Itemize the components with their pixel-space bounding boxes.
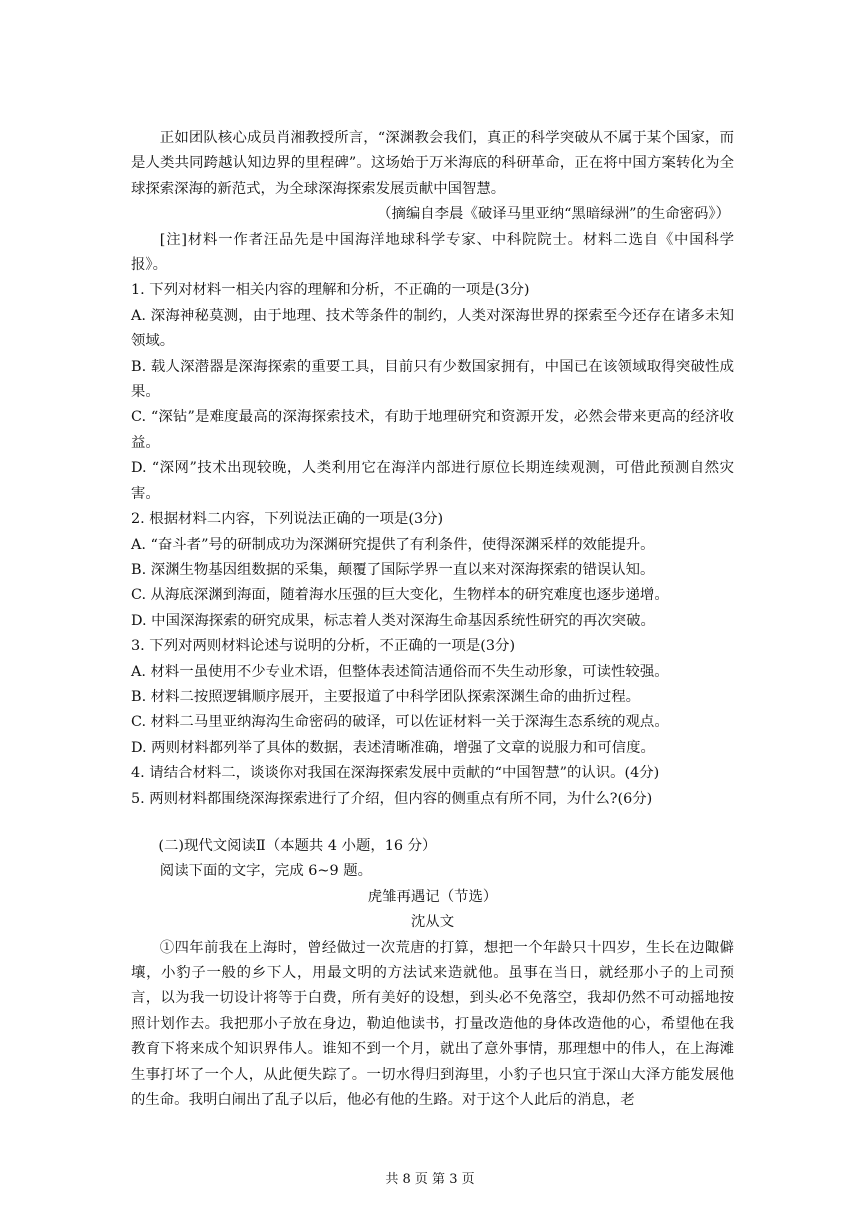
question-stem: 3. 下列对两则材料论述与说明的分析，不正确的一项是(3分) [131,638,516,655]
option-b: B. 深渊生物基因组数据的采集，颠覆了国际学界一直以来对深海探索的错误认知。 [131,561,655,578]
page-footer: 共 8 页 第 3 页 [385,1172,475,1187]
question-stem: 1. 下列对材料一相关内容的理解和分析，不正确的一项是(3分) [131,282,530,299]
story-title: 虎雏再遇记（节选） [367,888,498,905]
story-author: 沈从文 [410,914,455,931]
question-4 [131,761,734,786]
question-stem: 5. 两则材料都围绕深海探索进行了介绍，但内容的侧重点有所不同，为什么?(6分) [131,790,653,807]
option-c: C. 从海底深渊到海面，随着海水压强的巨大变化，生物样本的研究难度也逐步递增。 [131,587,669,604]
question-2 [131,507,734,634]
page-content [131,126,734,1113]
source-citation: （摘编自李晨《破译马里亚纳“黑暗绿洲”的生命密码》） [377,206,730,223]
story-paragraph-1: ①四年前我在上海时，曾经做过一次荒唐的打算，想把一个年龄只十四岁，生长在边陬僻壤，小豹子一般的乡下人，用最文明的方法试来造就他。虽事在当日，就经那小子的上司预言，以为我一切设计将等于白费，所有美好的设想，到头必不免落空，我却仍然不可动摇地按照计划作去。我把那小子放在身边，勒迫他读书，打量改造他的身体改造他的心，希望他在我教育下将来成个知识界伟人。谁知不到一个月，就出了意外事情，那理想中的伟人，在上海滩生事打坏了一个人，从此便失踪了。一切水得归到海里，小豹子也只宜于深山大泽方能发展他的生命。我明白闹出了乱子以后，他必有他的生路。对于这个人此后的消息，老 [131,939,734,1109]
option-c: C. “深钻”是难度最高的深海探索技术，有助于地理研究和资源开发，必然会带来更高的经济收益。 [131,409,734,451]
option-a: A. 材料一虽使用不少专业术语，但整体表述简洁通俗而不失生动形象，可读性较强。 [131,663,669,680]
option-a: A. “奋斗者”号的研制成功为深渊研究提供了有利条件，使得深渊采样的效能提升。 [131,536,655,553]
question-5 [131,787,734,812]
section-spacer [131,812,734,834]
option-b: B. 材料二按照逻辑顺序展开，主要报道了中科学团队探索深渊生命的曲折过程。 [131,688,641,705]
material-note: [注]材料一作者汪品先是中国海洋地球科学专家、中科院院士。材料二选自《中国科学报》。 [131,231,734,274]
option-d: D. “深网”技术出现较晚，人类利用它在海洋内部进行原位长期连续观测，可借此预测自然灾害。 [131,460,734,502]
option-d: D. 中国深海探索的研究成果，标志着人类对深海生命基因系统性研究的再次突破。 [131,612,655,629]
option-c: C. 材料二马里亚纳海沟生命密码的破译，可以佐证材料一关于深海生态系统的观点。 [131,714,669,731]
option-b: B. 载人深潜器是深海探索的重要工具，目前只有少数国家拥有，中国已在该领域取得突破性成果。 [131,358,734,401]
question-1 [131,278,734,507]
material-one-conclusion: 正如团队核心成员肖湘教授所言，“深渊教会我们，真正的科学突破从不属于某个国家，而是人类共同跨越认知边界的里程碑”。这场始于万米海底的科研革命，正在将中国方案转化为全球探索深海的新范式，为全球深海探索发展贡献中国智慧。 [131,130,734,197]
question-stem: 2. 根据材料二内容，下列说法正确的一项是(3分) [131,511,444,528]
question-stem: 4. 请结合材料二，谈谈你对我国在深海探索发展中贡献的“中国智慧”的认识。(4分) [131,765,660,782]
question-3 [131,634,734,761]
option-d: D. 两则材料都列举了具体的数据，表述清晰准确，增强了文章的说服力和可信度。 [131,739,655,756]
reading-instruction: 阅读下面的文字，完成 6~9 题。 [159,863,373,880]
option-a: A. 深海神秘莫测，由于地理、技术等条件的制约，人类对深海世界的探索至今还存在诸多未知领域。 [131,307,734,350]
section-heading: (二)现代文阅读Ⅱ（本题共 4 小题，16 分） [158,837,437,854]
